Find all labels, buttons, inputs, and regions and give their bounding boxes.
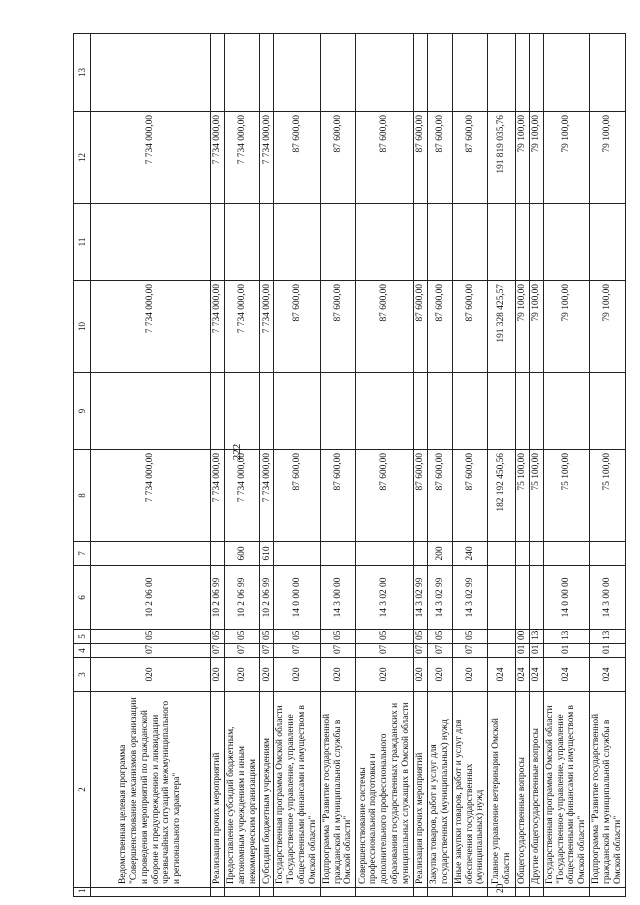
amount-cell bbox=[225, 34, 260, 112]
amount-cell: 7 734 000,00 bbox=[91, 112, 211, 204]
target-article-code: 14 3 02 00 bbox=[356, 566, 414, 630]
amount-cell bbox=[414, 204, 428, 281]
admin-code: 024 bbox=[488, 658, 516, 692]
table-row bbox=[543, 34, 589, 897]
amount-cell: 7 734 000,00 bbox=[260, 450, 274, 542]
amount-cell bbox=[414, 373, 428, 450]
row-name: Иные закупки товаров, работ и услуг для обеспечения государственных (муниципальных) нужд bbox=[452, 692, 487, 888]
amount-cell bbox=[530, 373, 544, 450]
amount-cell: 87 600,00 bbox=[428, 450, 453, 542]
col-header: 11 bbox=[74, 204, 91, 281]
table-row bbox=[225, 34, 260, 897]
subsection-code bbox=[488, 630, 516, 644]
amount-cell: 7 734 000,00 bbox=[260, 281, 274, 373]
amount-cell: 7 734 000,00 bbox=[225, 281, 260, 373]
target-article-code: 10 2 06 99 bbox=[225, 566, 260, 630]
row-number bbox=[320, 888, 355, 897]
expense-type-code bbox=[414, 542, 428, 566]
amount-cell bbox=[356, 204, 414, 281]
expense-type-code bbox=[211, 542, 225, 566]
amount-cell: 79 100,00 bbox=[543, 112, 589, 204]
target-article-code bbox=[488, 566, 516, 630]
amount-cell bbox=[590, 34, 625, 112]
amount-cell: 87 600,00 bbox=[320, 281, 355, 373]
section-code: 01 bbox=[590, 644, 625, 658]
row-name: Совершенствование системы профессиональной подготовки и дополнительного профессионального образования государственных гражданских и муниципальных служащих в Омской области bbox=[356, 692, 414, 888]
amount-cell bbox=[428, 34, 453, 112]
admin-code: 024 bbox=[516, 658, 530, 692]
table-row bbox=[414, 34, 428, 897]
amount-cell: 87 600,00 bbox=[320, 112, 355, 204]
amount-cell bbox=[452, 204, 487, 281]
amount-cell: 87 600,00 bbox=[452, 450, 487, 542]
amount-cell bbox=[543, 204, 589, 281]
amount-cell: 7 734 000,00 bbox=[91, 450, 211, 542]
row-name: Государственная программа Омской области "Государственное управление, управление общественными финансами и имуществом в Омской области" bbox=[274, 692, 320, 888]
target-article-code: 10 2 06 99 bbox=[260, 566, 274, 630]
expense-type-code: 610 bbox=[260, 542, 274, 566]
expense-type-code bbox=[516, 542, 530, 566]
col-header: 4 bbox=[74, 644, 91, 658]
target-article-code: 14 3 02 99 bbox=[428, 566, 453, 630]
row-name: Общегосударственные вопросы bbox=[516, 692, 530, 888]
subsection-code: 05 bbox=[452, 630, 487, 644]
amount-cell bbox=[91, 34, 211, 112]
admin-code: 020 bbox=[414, 658, 428, 692]
amount-cell bbox=[320, 373, 355, 450]
row-name: Главное управление ветеринарии Омской области bbox=[488, 692, 516, 888]
col-header: 7 bbox=[74, 542, 91, 566]
row-number bbox=[543, 888, 589, 897]
table-row bbox=[488, 34, 516, 897]
amount-cell: 87 600,00 bbox=[452, 112, 487, 204]
amount-cell: 75 100,00 bbox=[516, 450, 530, 542]
amount-cell bbox=[225, 373, 260, 450]
expense-type-code bbox=[320, 542, 355, 566]
table-row bbox=[274, 34, 320, 897]
amount-cell bbox=[320, 34, 355, 112]
target-article-code: 14 0 00 00 bbox=[543, 566, 589, 630]
amount-cell bbox=[530, 34, 544, 112]
amount-cell bbox=[516, 34, 530, 112]
amount-cell bbox=[225, 204, 260, 281]
admin-code: 020 bbox=[356, 658, 414, 692]
subsection-code: 05 bbox=[428, 630, 453, 644]
admin-code: 024 bbox=[530, 658, 544, 692]
row-name: Реализация прочих мероприятий bbox=[211, 692, 225, 888]
amount-cell: 87 600,00 bbox=[274, 281, 320, 373]
amount-cell: 79 100,00 bbox=[516, 112, 530, 204]
row-number bbox=[211, 888, 225, 897]
amount-cell bbox=[488, 34, 516, 112]
row-number: 20 bbox=[488, 888, 516, 897]
amount-cell: 79 100,00 bbox=[590, 112, 625, 204]
header-row bbox=[74, 34, 91, 897]
row-number bbox=[91, 888, 211, 897]
amount-cell: 87 600,00 bbox=[356, 112, 414, 204]
table-row bbox=[356, 34, 414, 897]
target-article-code: 14 3 02 99 bbox=[414, 566, 428, 630]
admin-code: 024 bbox=[590, 658, 625, 692]
amount-cell: 87 600,00 bbox=[452, 281, 487, 373]
section-code: 07 bbox=[414, 644, 428, 658]
table-row bbox=[91, 34, 211, 897]
col-header: 2 bbox=[74, 692, 91, 888]
amount-cell bbox=[452, 34, 487, 112]
subsection-code: 05 bbox=[225, 630, 260, 644]
admin-code: 020 bbox=[452, 658, 487, 692]
expense-type-code bbox=[530, 542, 544, 566]
row-number bbox=[274, 888, 320, 897]
amount-cell bbox=[274, 34, 320, 112]
section-code: 01 bbox=[530, 644, 544, 658]
amount-cell: 87 600,00 bbox=[274, 112, 320, 204]
expense-type-code bbox=[543, 542, 589, 566]
row-name: Подпрограмма "Развитие государственной гражданской и муниципальной службы в Омской области" bbox=[590, 692, 625, 888]
expense-type-code: 200 bbox=[428, 542, 453, 566]
amount-cell bbox=[320, 204, 355, 281]
subsection-code: 00 bbox=[516, 630, 530, 644]
amount-cell bbox=[274, 204, 320, 281]
admin-code: 020 bbox=[211, 658, 225, 692]
row-number bbox=[452, 888, 487, 897]
section-code: 07 bbox=[211, 644, 225, 658]
amount-cell bbox=[356, 34, 414, 112]
amount-cell: 7 734 000,00 bbox=[225, 450, 260, 542]
col-header: 13 bbox=[74, 34, 91, 112]
target-article-code: 14 0 00 00 bbox=[274, 566, 320, 630]
admin-code: 020 bbox=[320, 658, 355, 692]
amount-cell: 191 328 425,57 bbox=[488, 281, 516, 373]
row-number bbox=[356, 888, 414, 897]
amount-cell: 87 600,00 bbox=[428, 112, 453, 204]
amount-cell bbox=[590, 373, 625, 450]
expense-type-code: 600 bbox=[225, 542, 260, 566]
admin-code: 020 bbox=[274, 658, 320, 692]
amount-cell bbox=[428, 373, 453, 450]
section-code: 07 bbox=[225, 644, 260, 658]
amount-cell bbox=[211, 373, 225, 450]
row-name: Закупка товаров, работ и услуг для государственных (муниципальных) нужд bbox=[428, 692, 453, 888]
amount-cell: 75 100,00 bbox=[530, 450, 544, 542]
admin-code: 020 bbox=[260, 658, 274, 692]
amount-cell: 87 600,00 bbox=[356, 450, 414, 542]
budget-table bbox=[73, 33, 626, 897]
amount-cell bbox=[543, 373, 589, 450]
admin-code: 020 bbox=[225, 658, 260, 692]
col-header: 1 bbox=[74, 888, 91, 897]
amount-cell bbox=[488, 204, 516, 281]
amount-cell bbox=[428, 204, 453, 281]
amount-cell bbox=[260, 34, 274, 112]
admin-code: 024 bbox=[543, 658, 589, 692]
row-number bbox=[414, 888, 428, 897]
row-name: Подпрограмма "Развитие государственной гражданской и муниципальной службы в Омской области" bbox=[320, 692, 355, 888]
row-name: Государственная программа Омской области "Государственное управление, управление общественными финансами и имуществом в Омской области" bbox=[543, 692, 589, 888]
expense-type-code bbox=[91, 542, 211, 566]
col-header: 3 bbox=[74, 658, 91, 692]
amount-cell: 87 600,00 bbox=[414, 112, 428, 204]
section-code: 01 bbox=[516, 644, 530, 658]
subsection-code: 05 bbox=[320, 630, 355, 644]
amount-cell bbox=[260, 204, 274, 281]
amount-cell: 7 734 000,00 bbox=[225, 112, 260, 204]
amount-cell: 79 100,00 bbox=[543, 281, 589, 373]
row-number bbox=[260, 888, 274, 897]
table-row bbox=[211, 34, 225, 897]
col-header: 5 bbox=[74, 630, 91, 644]
target-article-code: 14 3 00 00 bbox=[320, 566, 355, 630]
amount-cell: 191 819 035,76 bbox=[488, 112, 516, 204]
row-name: Предоставление субсидий бюджетным, автономным учреждениям и иным некоммерческим организациям bbox=[225, 692, 260, 888]
target-article-code: 14 3 00 00 bbox=[590, 566, 625, 630]
subsection-code: 13 bbox=[530, 630, 544, 644]
amount-cell bbox=[516, 204, 530, 281]
table-row bbox=[530, 34, 544, 897]
amount-cell: 75 100,00 bbox=[590, 450, 625, 542]
section-code bbox=[488, 644, 516, 658]
row-name: Ведомственная целевая программа "Совершенствование механизмов организации и проведения мероприятий по гражданской обороне и предупреждению и ликвидации чрезвычайных ситуаций межмуниципального и регионального характера" bbox=[91, 692, 211, 888]
target-article-code bbox=[530, 566, 544, 630]
amount-cell bbox=[590, 204, 625, 281]
col-header: 10 bbox=[74, 281, 91, 373]
subsection-code: 13 bbox=[543, 630, 589, 644]
amount-cell: 79 100,00 bbox=[590, 281, 625, 373]
amount-cell: 87 600,00 bbox=[428, 281, 453, 373]
amount-cell bbox=[530, 204, 544, 281]
amount-cell: 7 734 000,00 bbox=[211, 112, 225, 204]
section-code: 01 bbox=[543, 644, 589, 658]
page-number: 222 bbox=[231, 443, 243, 461]
subsection-code: 05 bbox=[414, 630, 428, 644]
expense-type-code bbox=[590, 542, 625, 566]
row-name: Реализация прочих мероприятий bbox=[414, 692, 428, 888]
amount-cell: 79 100,00 bbox=[530, 112, 544, 204]
subsection-code: 13 bbox=[590, 630, 625, 644]
table-row bbox=[590, 34, 625, 897]
amount-cell: 182 192 450,56 bbox=[488, 450, 516, 542]
section-code: 07 bbox=[452, 644, 487, 658]
amount-cell bbox=[274, 373, 320, 450]
subsection-code: 05 bbox=[91, 630, 211, 644]
row-number bbox=[516, 888, 530, 897]
table-row bbox=[452, 34, 487, 897]
row-number bbox=[530, 888, 544, 897]
amount-cell: 7 734 000,00 bbox=[91, 281, 211, 373]
amount-cell: 75 100,00 bbox=[543, 450, 589, 542]
amount-cell bbox=[543, 34, 589, 112]
row-name: Другие общегосударственные вопросы bbox=[530, 692, 544, 888]
amount-cell: 87 600,00 bbox=[320, 450, 355, 542]
amount-cell: 79 100,00 bbox=[516, 281, 530, 373]
expense-type-code bbox=[488, 542, 516, 566]
section-code: 07 bbox=[260, 644, 274, 658]
rotated-table-area bbox=[73, 34, 623, 897]
amount-cell: 87 600,00 bbox=[274, 450, 320, 542]
col-header: 8 bbox=[74, 450, 91, 542]
amount-cell: 79 100,00 bbox=[530, 281, 544, 373]
amount-cell bbox=[91, 204, 211, 281]
amount-cell: 7 734 000,00 bbox=[211, 281, 225, 373]
row-number bbox=[428, 888, 453, 897]
admin-code: 020 bbox=[428, 658, 453, 692]
amount-cell: 87 600,00 bbox=[356, 281, 414, 373]
subsection-code: 05 bbox=[211, 630, 225, 644]
col-header: 12 bbox=[74, 112, 91, 204]
section-code: 07 bbox=[91, 644, 211, 658]
expense-type-code bbox=[356, 542, 414, 566]
amount-cell bbox=[488, 373, 516, 450]
section-code: 07 bbox=[356, 644, 414, 658]
amount-cell: 87 600,00 bbox=[414, 450, 428, 542]
table-row bbox=[428, 34, 453, 897]
expense-type-code bbox=[274, 542, 320, 566]
section-code: 07 bbox=[274, 644, 320, 658]
row-name: Субсидии бюджетным учреждениям bbox=[260, 692, 274, 888]
amount-cell bbox=[211, 34, 225, 112]
target-article-code: 10 2 06 99 bbox=[211, 566, 225, 630]
section-code: 07 bbox=[320, 644, 355, 658]
amount-cell bbox=[516, 373, 530, 450]
subsection-code: 05 bbox=[260, 630, 274, 644]
admin-code: 020 bbox=[91, 658, 211, 692]
target-article-code: 14 3 02 99 bbox=[452, 566, 487, 630]
amount-cell bbox=[452, 373, 487, 450]
amount-cell: 7 734 000,00 bbox=[211, 450, 225, 542]
amount-cell: 87 600,00 bbox=[414, 281, 428, 373]
row-number bbox=[590, 888, 625, 897]
col-header: 6 bbox=[74, 566, 91, 630]
amount-cell bbox=[91, 373, 211, 450]
amount-cell bbox=[414, 34, 428, 112]
row-number bbox=[225, 888, 260, 897]
amount-cell bbox=[260, 373, 274, 450]
expense-type-code: 240 bbox=[452, 542, 487, 566]
subsection-code: 05 bbox=[356, 630, 414, 644]
amount-cell bbox=[356, 373, 414, 450]
table-row bbox=[320, 34, 355, 897]
amount-cell bbox=[211, 204, 225, 281]
table-row bbox=[516, 34, 530, 897]
table-row bbox=[260, 34, 274, 897]
target-article-code: 10 2 06 00 bbox=[91, 566, 211, 630]
target-article-code bbox=[516, 566, 530, 630]
amount-cell: 7 734 000,00 bbox=[260, 112, 274, 204]
col-header: 9 bbox=[74, 373, 91, 450]
section-code: 07 bbox=[428, 644, 453, 658]
subsection-code: 05 bbox=[274, 630, 320, 644]
